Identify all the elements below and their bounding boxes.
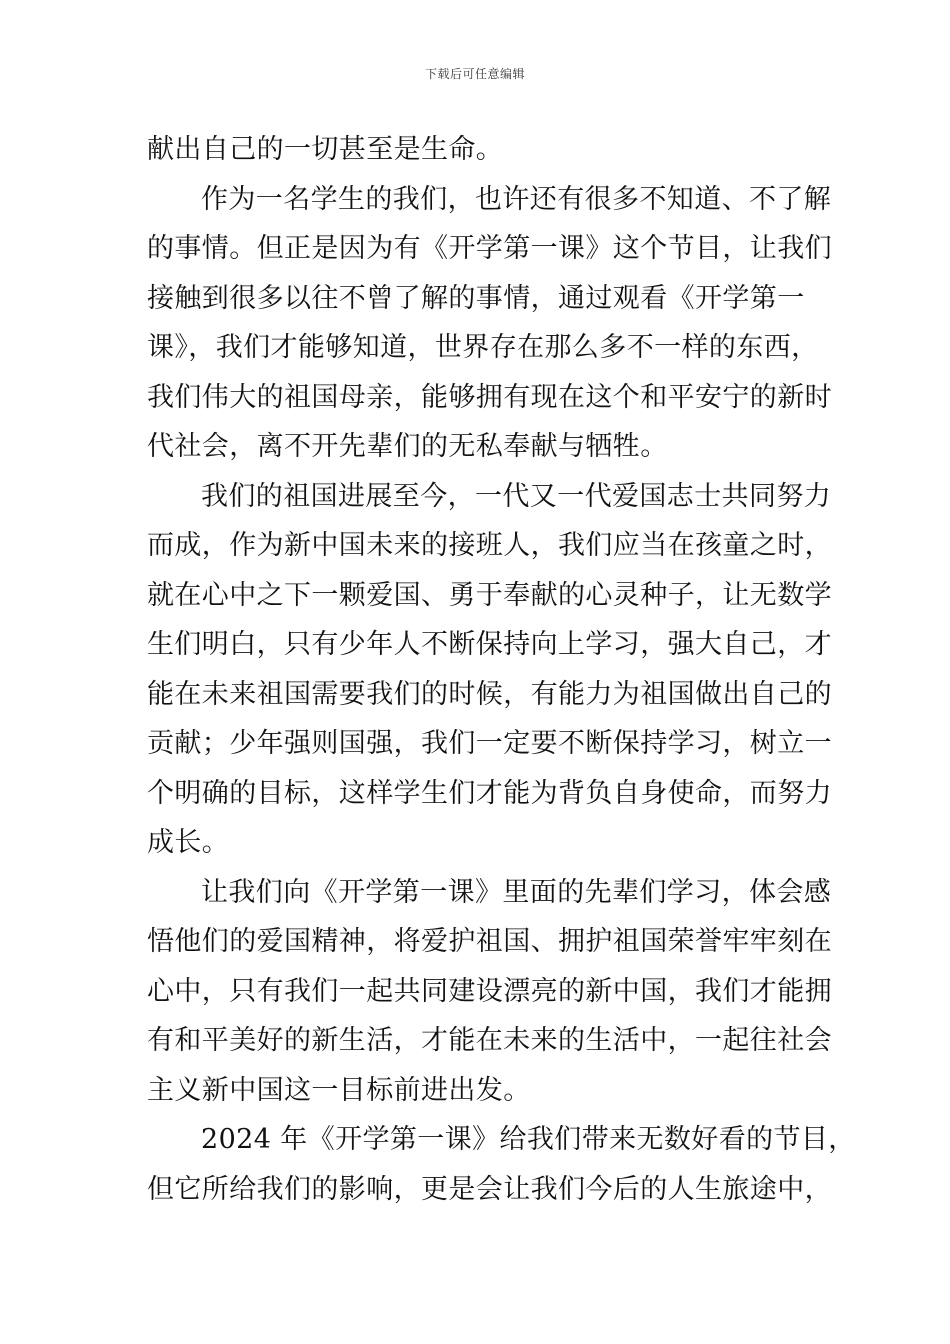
- text-line: 个明确的目标，这样学生们才能为背负自身使命，而努力: [147, 777, 832, 809]
- text-line: 生们明白，只有少年人不断保持向上学习，强大自己，才: [147, 629, 832, 660]
- paragraph-first-line: 作为一名学生的我们，也许还有很多不知道、不了解: [201, 183, 832, 215]
- text-line: 就在心中之下一颗爱国、勇于奉献的心灵种子，让无数学: [147, 579, 832, 611]
- text-line: 悟他们的爱国精神，将爱护祖国、拥护祖国荣誉牢牢刻在: [147, 926, 832, 957]
- text-line: 课》，我们才能够知道，世界存在那么多不一样的东西，: [147, 332, 819, 363]
- page-header: 下载后可任意编辑: [424, 67, 525, 81]
- body-text: [147, 125, 856, 1214]
- text-line: 代社会，离不开先辈们的无私奉献与牺牲。: [147, 431, 668, 462]
- text-line: 主义新中国这一目标前进出发。: [147, 1074, 531, 1106]
- paragraph-first-line: 我们的祖国进展至今，一代又一代爱国志士共同努力: [201, 480, 832, 512]
- text-line: 有和平美好的新生活，才能在未来的生活中，一起往社会: [147, 1025, 832, 1056]
- paragraph-first-line: 让我们向《开学第一课》里面的先辈们学习，体会感: [201, 876, 832, 908]
- text-line: 献出自己的一切甚至是生命。: [147, 134, 504, 165]
- text-line: 我们伟大的祖国母亲，能够拥有现在这个和平安宁的新时: [147, 381, 832, 413]
- text-line: 能在未来祖国需要我们的时候，有能力为祖国做出自己的: [147, 678, 832, 710]
- text-line: 的事情。但正是因为有《开学第一课》这个节目，让我们: [147, 233, 832, 264]
- text-line: 心中，只有我们一起共同建设漂亮的新中国，我们才能拥: [147, 975, 832, 1007]
- paragraph-first-line: 2024 年《开学第一课》给我们带来无数好看的节目，: [201, 1124, 856, 1155]
- text-line: 成长。: [147, 827, 230, 858]
- text-line: 接触到很多以往不曾了解的事情，通过观看《开学第一: [147, 282, 805, 314]
- text-line: 而成，作为新中国未来的接班人，我们应当在孩童之时，: [147, 530, 832, 561]
- text-line: 但它所给我们的影响，更是会让我们今后的人生旅途中，: [147, 1173, 832, 1205]
- text-line: 贡献；少年强则国强，我们一定要不断保持学习，树立一: [147, 728, 832, 759]
